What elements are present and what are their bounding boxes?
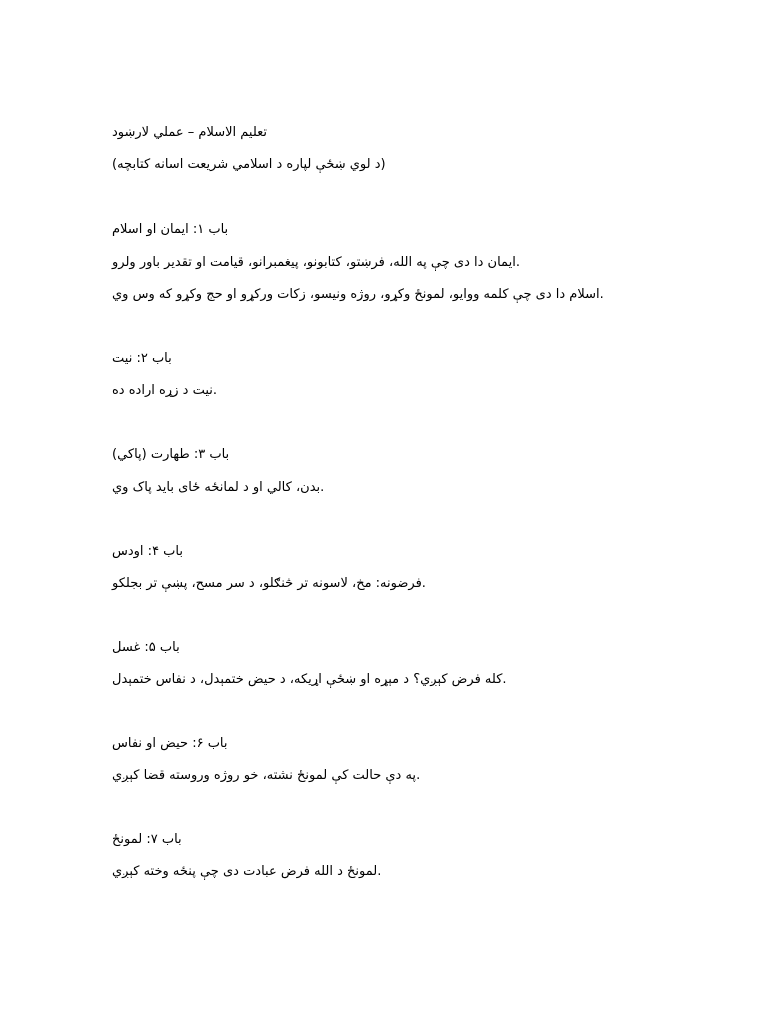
chapter-text: اسلام دا دی چې کلمه ووايو، لمونځ وکړو، روژه ونيسو، زکات ورکړو او حج وکړو که وس وي. [112, 287, 604, 302]
chapter-heading: باب ۶: حيض او نفاس [112, 736, 228, 751]
chapter-text: نيت د زړه اراده ده. [112, 383, 218, 398]
document-title: تعليم الاسلام – عملي لارښود [112, 125, 268, 140]
chapter-text: بدن، کالي او د لمانځه ځای بايد پاک وي. [112, 480, 325, 495]
chapter-heading: باب ۱: ايمان او اسلام [112, 222, 229, 237]
chapter-heading: باب ۳: طهارت (پاکي) [112, 447, 230, 462]
document-subtitle: (د لوي ښځې لپاره د اسلامي شريعت اسانه کتابچه) [112, 157, 386, 172]
chapter-text: فرضونه: مخ، لاسونه تر څنګلو، د سر مسح، پښې تر بجلکو. [112, 576, 426, 591]
chapter-text: لمونځ د الله فرض عبادت دی چې پنځه وخته کېږي. [112, 864, 382, 879]
chapter-heading: باب ۵: غسل [112, 640, 180, 655]
chapter-text: کله فرض کېږي؟ د مېړه او ښځې اړيکه، د حيض ختمېدل، د نفاس ختمېدل. [112, 672, 507, 687]
chapter-text: ايمان دا دی چې په الله، فرښتو، کتابونو، پيغمبرانو، قيامت او تقدير باور ولرو. [112, 255, 520, 270]
chapter-heading: باب ۲: نيت [112, 351, 172, 366]
chapter-text: په دې حالت کې لمونځ نشته، خو روژه وروسته قضا کېږي. [112, 768, 421, 783]
chapter-heading: باب ۷: لمونځ [112, 832, 182, 847]
chapter-heading: باب ۴: اودس [112, 544, 183, 559]
